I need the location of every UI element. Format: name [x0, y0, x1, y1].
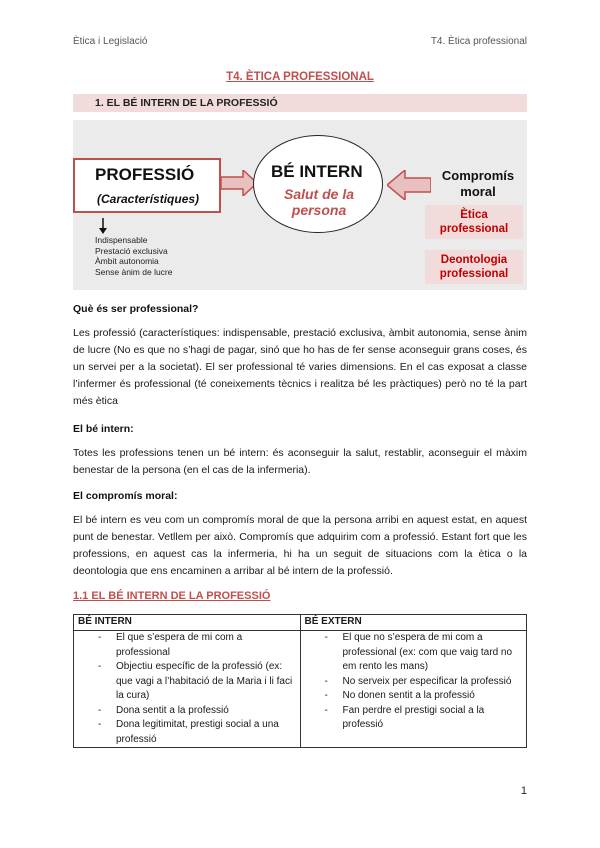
section-heading-band	[73, 94, 527, 112]
list-item: - Fan perdre el prestigi social a la professió	[343, 704, 523, 733]
list-item: - No serveix per especificar la professió	[343, 675, 523, 690]
paragraph-3: El bé intern es veu com un compromís moral de que la persona arribi en aquest estat, en aquest punt de benestar. Vetllem per això. Compromís que adquirim com a professió. Estant fort que les professions, en aquest cas la infermeria, hi ha un seguit de situacions com la ètica o la deontologia que ens encaminen a arribar al bé intern de la professió.	[73, 514, 527, 577]
paragraph-1: Les professió (característiques: indispensable, prestació exclusiva, àmbit autonomia, sense ànim de lucre (No es que no s’hagi de pagar, sinó que ho has de fer sense aconseguir grans coses, és un servei per a la societat). El ser professional té varies dimensions. En el cas exposat a classe l’infermer és professional (té coneixements tècnics i realitza bé les pràctiques) però no té la part més ètica	[73, 327, 527, 407]
professio-subtitle: (Característiques)	[97, 192, 200, 206]
be-intern-subtitle: Salut de la persona	[283, 186, 355, 218]
right-arrow-icon	[221, 170, 257, 196]
concept-diagram	[73, 120, 527, 290]
professio-box	[73, 158, 221, 213]
table-header-be-intern: BÉ INTERN	[74, 615, 301, 631]
list-item: - Dona legitimitat, prestigi social a una professió	[116, 718, 296, 747]
characteristic-item: Indispensable	[95, 235, 148, 245]
question-heading-2: El bé intern:	[73, 423, 134, 435]
table-header-be-extern: BÉ EXTERN	[300, 615, 527, 631]
question-heading-3: El compromís moral:	[73, 490, 178, 502]
be-intern-ellipse	[253, 135, 383, 233]
deontologia-professional-box: Deontologia professional	[425, 250, 523, 284]
header-left: Ètica i Legislació	[73, 36, 148, 47]
header-right: T4. Ètica professional	[430, 36, 527, 47]
table-cell-be-intern	[74, 631, 301, 748]
professio-title: PROFESSIÓ	[95, 165, 195, 184]
list-item: - El que s’espera de mi com a professional	[116, 631, 296, 660]
characteristic-item: Prestació exclusiva	[95, 245, 168, 256]
be-intern-extern-table	[73, 614, 527, 748]
left-arrow-icon	[387, 170, 431, 200]
characteristics-list	[95, 235, 173, 277]
page-number: 1	[520, 785, 527, 797]
compromis-moral-title: Compromís moral	[441, 168, 515, 199]
subsection-title: 1.1 EL BÉ INTERN DE LA PROFESSIÓ	[73, 590, 271, 602]
document-title: T4. ÈTICA PROFESSIONAL	[226, 71, 374, 83]
list-item: - El que no s’espera de mi com a professional (ex: com que vaig tard no em rento les mans)	[343, 631, 523, 675]
question-heading-1: Què és ser professional?	[73, 303, 199, 315]
section-heading: 1. EL BÉ INTERN DE LA PROFESSIÓ	[95, 97, 278, 109]
list-item: - Objectiu específic de la professió (ex: que vagi a l’habitació de la Maria i li faci la cura)	[116, 660, 296, 704]
down-arrow-icon	[99, 218, 107, 234]
table-cell-be-extern	[300, 631, 527, 748]
characteristic-item: Sense ànim de lucre	[95, 266, 173, 277]
list-item: - No donen sentit a la professió	[343, 689, 523, 704]
etica-professional-box: Ètica professional	[425, 205, 523, 239]
list-item: - Dona sentit a la professió	[116, 704, 296, 719]
paragraph-2: Totes les professions tenen un bé intern: és aconseguir la salut, restablir, aconseguir el màxim benestar de la persona (en el cas de la infermeria).	[73, 447, 527, 476]
be-intern-title: BÉ INTERN	[271, 162, 363, 181]
characteristic-item: Àmbit autonomia	[95, 256, 159, 266]
